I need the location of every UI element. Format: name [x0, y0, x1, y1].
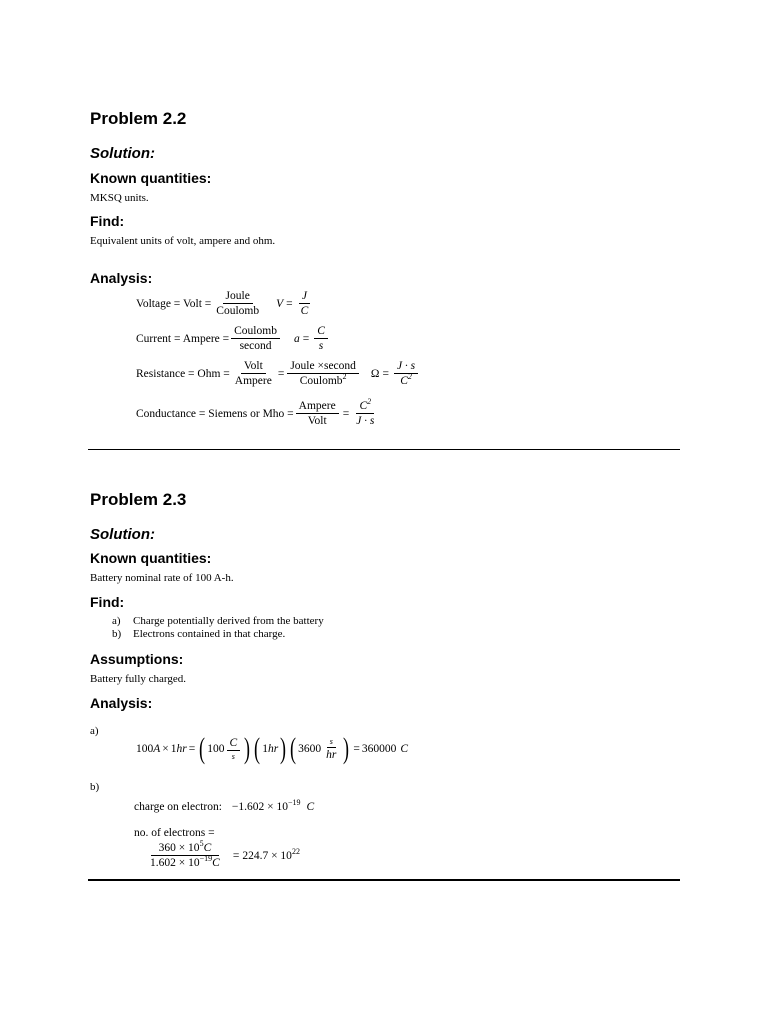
- electron-charge-label: charge on electron:: [134, 801, 222, 813]
- problem-2-2-known-heading: Known quantities:: [90, 170, 212, 186]
- problem-2-2-solution-heading: Solution:: [90, 145, 155, 162]
- part-a-factor1-numerator: C: [227, 737, 241, 751]
- electron-count-result-exponent: 22: [291, 846, 300, 856]
- problem-2-3-find-list: [112, 615, 324, 640]
- part-a-times: ×: [162, 743, 169, 755]
- resistance-symbol-fraction: [394, 360, 418, 387]
- voltage-symbol-fraction: [298, 290, 312, 317]
- part-a-factor3-numerator: s: [327, 737, 336, 748]
- electron-count-numerator-exponent: 5: [199, 839, 204, 849]
- part-a-factor1-denominator: s: [231, 752, 235, 761]
- part-a-result: 360000: [361, 743, 397, 755]
- resistance-fraction-2: [287, 360, 359, 387]
- electron-count-denominator-unit: C: [212, 857, 220, 869]
- electron-count-fraction: [142, 839, 228, 869]
- electron-count-numerator: $360 \times 10^5C$: [151, 842, 220, 856]
- problem-2-2-known-text: MKSQ units.: [90, 192, 149, 204]
- voltage-symbol-equals: =: [286, 297, 293, 310]
- voltage-equation: [136, 290, 313, 317]
- problem-2-3-known-heading: Known quantities:: [90, 550, 212, 566]
- problem-2-2-title: Problem 2.2: [90, 109, 187, 128]
- list-item-marker: b): [112, 628, 122, 640]
- electron-charge-line: [134, 798, 315, 813]
- list-item: [112, 615, 324, 627]
- electron-count-equation: [140, 839, 300, 869]
- conductance-numerator: Ampere: [296, 400, 339, 414]
- problem-2-3-analysis-heading: Analysis:: [90, 695, 153, 711]
- resistance-numerator-1: Volt: [241, 360, 266, 374]
- problem-2-3-assumptions-text: Battery fully charged.: [90, 673, 187, 685]
- resistance-fraction-1: [232, 360, 275, 387]
- electron-charge-unit: C: [306, 801, 315, 813]
- conductance-fraction: [296, 400, 339, 427]
- electron-count-denominator: $1.602 \times 10^{-19}C$: [150, 854, 220, 869]
- problem-2-2-analysis-heading: Analysis:: [90, 270, 153, 286]
- list-item: [112, 628, 324, 640]
- current-fraction: [231, 325, 280, 352]
- conductance-symbol-numerator: $C^2$: [356, 400, 374, 414]
- resistance-symbol-numerator: J · s: [394, 360, 418, 374]
- resistance-denominator-2-exponent: 2: [342, 372, 347, 382]
- current-numerator: Coulomb: [231, 325, 280, 339]
- current-equation: [136, 325, 330, 352]
- part-a-factor2-value: 1: [262, 743, 268, 755]
- list-item-text: Charge potentially derived from the battery: [133, 615, 324, 627]
- conductance-denominator: Volt: [307, 415, 327, 427]
- problem-2-2-find-heading: Find:: [90, 213, 125, 229]
- part-a-factor2-unit: hr: [267, 743, 279, 755]
- conductance-label: Conductance = Siemens or Mho =: [136, 407, 294, 420]
- current-symbol-denominator: s: [318, 340, 324, 352]
- conductance-equation: [136, 397, 379, 427]
- resistance-label: Resistance = Ohm =: [136, 367, 230, 380]
- list-item-marker: a): [112, 615, 121, 627]
- voltage-symbol-numerator: J: [299, 290, 310, 304]
- current-denominator: second: [239, 340, 272, 352]
- problem-2-2-find-text: Equivalent units of volt, ampere and ohm.: [90, 235, 276, 247]
- current-symbol-numerator: C: [314, 325, 328, 339]
- part-a-marker: a): [90, 725, 99, 737]
- electron-charge-exponent: −19: [288, 798, 301, 808]
- ohm-symbol: Ω: [370, 367, 380, 380]
- current-symbol: a: [293, 332, 300, 345]
- resistance-equation: [136, 360, 420, 387]
- part-a-factor1-fraction: [227, 737, 241, 761]
- voltage-numerator: Joule: [223, 290, 253, 304]
- section-divider: [88, 449, 680, 450]
- part-a-factor3-denominator: hr: [326, 749, 337, 761]
- resistance-numerator-2: Joule ×second: [287, 360, 359, 374]
- part-a-lhs-hr: hr: [176, 743, 187, 755]
- voltage-label: Voltage = Volt =: [136, 297, 212, 310]
- resistance-symbol-denominator: $C^2$: [400, 372, 412, 387]
- part-a-factor3-fraction: [323, 737, 339, 761]
- resistance-denominator-2: Coulomb$^2$: [299, 372, 347, 387]
- electron-charge-value: $-1.602 \times 10^{-19}$: [231, 798, 301, 813]
- current-label: Current = Ampere =: [136, 332, 230, 345]
- conductance-symbol-numerator-exponent: 2: [367, 397, 372, 407]
- list-item-text: Electrons contained in that charge.: [133, 628, 286, 640]
- resistance-symbol-denominator-exponent: 2: [407, 372, 412, 382]
- part-a-equation: 100 A × 1 hr = ( 100 $\frac{C}{s}$ ) ( 1 hr ) ( 3600 $\frac{s}{hr}$ ) = 360000 C: [136, 732, 409, 765]
- current-symbol-equals: =: [302, 332, 310, 345]
- part-a-result-equals: =: [353, 743, 360, 755]
- part-a-result-unit: C: [400, 743, 409, 755]
- problem-2-3-title: Problem 2.3: [90, 490, 187, 509]
- part-a-lhs-value: 100: [136, 743, 154, 755]
- electron-count-result: $224.7 \times 10^{22}$: [242, 846, 300, 862]
- electron-count-label: no. of electrons =: [134, 827, 215, 839]
- resistance-equals-2: =: [382, 367, 389, 380]
- problem-2-3-known-text: Battery nominal rate of 100 A-h.: [90, 572, 234, 584]
- conductance-symbol-fraction: [353, 397, 377, 427]
- electron-count-numerator-unit: C: [203, 842, 212, 854]
- part-a-factor3-value: 3600: [298, 743, 322, 755]
- problem-2-3-find-heading: Find:: [90, 594, 125, 610]
- problem-2-3-assumptions-heading: Assumptions:: [90, 651, 184, 667]
- electron-count-equals: =: [232, 849, 240, 862]
- section-end-rule: [88, 879, 680, 881]
- voltage-symbol: V: [276, 297, 284, 310]
- resistance-equals-1: =: [277, 367, 285, 380]
- part-a-lhs-one: 1: [170, 743, 177, 755]
- problem-2-3-solution-heading: Solution:: [90, 526, 155, 543]
- resistance-denominator-1: Ampere: [234, 375, 272, 387]
- conductance-equals: =: [342, 407, 350, 420]
- conductance-symbol-denominator: J · s: [356, 415, 375, 427]
- voltage-symbol-denominator: C: [300, 305, 309, 317]
- voltage-fraction: [213, 290, 262, 317]
- electron-count-denominator-exponent: −19: [199, 854, 213, 864]
- part-a-equals: =: [188, 743, 196, 755]
- voltage-denominator: Coulomb: [216, 305, 260, 317]
- current-symbol-fraction: [314, 325, 328, 352]
- part-b-marker: b): [90, 781, 100, 793]
- part-a-lhs-unit: A: [153, 743, 161, 755]
- part-a-factor1-value: 100: [207, 743, 225, 755]
